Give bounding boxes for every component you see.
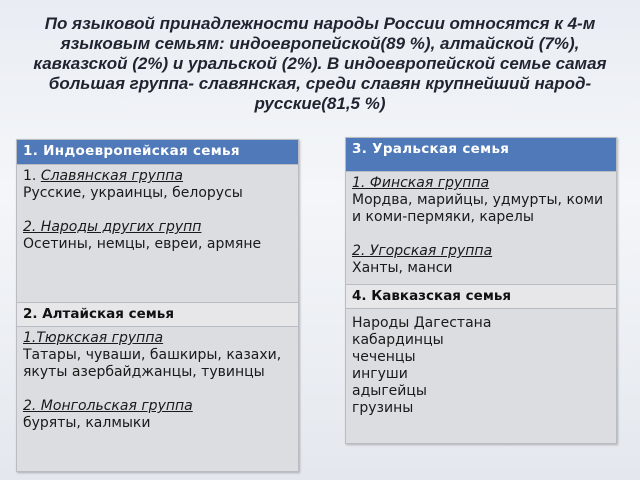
ugric-group-name: 2. Угорская группа	[352, 243, 493, 259]
caucasian-people-item: чеченцы	[352, 349, 416, 365]
uralic-header: 3. Уральская семья	[346, 138, 617, 172]
slavic-group-line	[23, 168, 292, 185]
other-groups-name: 2. Народы других групп	[23, 219, 202, 235]
turkic-group-name: 1.Тюркская группа	[23, 330, 164, 346]
altaic-content	[17, 327, 299, 472]
caucasian-people-item: Народы Дагестана	[352, 315, 492, 331]
caucasian-people-item: ингуши	[352, 366, 408, 382]
mongolic-peoples: буряты, калмыки	[23, 415, 151, 431]
turkic-peoples: Татары, чуваши, башкиры, казахи, якуты азербайджанцы, тувинцы	[23, 347, 282, 380]
slide-title: По языковой принадлежности народы России относятся к 4-м языковым семьям: индоевропейской(89 %), алтайской (7%), кавказской (2%) и уральской (2%). В индоевропейской семье самая большая группа- славянская, среди славян крупнейший народ- русские(81,5 %)	[33, 14, 607, 113]
slavic-group-number: 1.	[23, 168, 41, 184]
indo-european-content	[17, 165, 299, 303]
caucasian-header: 4. Кавказская семья	[346, 285, 617, 309]
left-families-table	[16, 139, 299, 472]
other-groups-peoples: Осетины, немцы, евреи, армяне	[23, 236, 262, 252]
caucasian-people-item: адыгейцы	[352, 383, 427, 399]
right-families-table	[345, 137, 617, 444]
caucasian-content	[346, 309, 617, 444]
mongolic-group-name: 2. Монгольская группа	[23, 398, 193, 414]
slavic-peoples: Русские, украинцы, белорусы	[23, 185, 243, 201]
finnic-group-name: 1. Финская группа	[352, 175, 490, 191]
slavic-group-name: Славянская группа	[40, 168, 183, 184]
caucasian-people-item: кабардинцы	[352, 332, 444, 348]
altaic-header: 2. Алтайская семья	[17, 303, 299, 327]
caucasian-people-item: грузины	[352, 400, 414, 416]
indo-european-header: 1. Индоевропейская семья	[17, 140, 299, 165]
ugric-peoples: Ханты, манси	[352, 260, 453, 276]
finnic-peoples: Мордва, марийцы, удмурты, коми и коми-пермяки, карелы	[352, 192, 604, 225]
uralic-content	[346, 172, 617, 285]
